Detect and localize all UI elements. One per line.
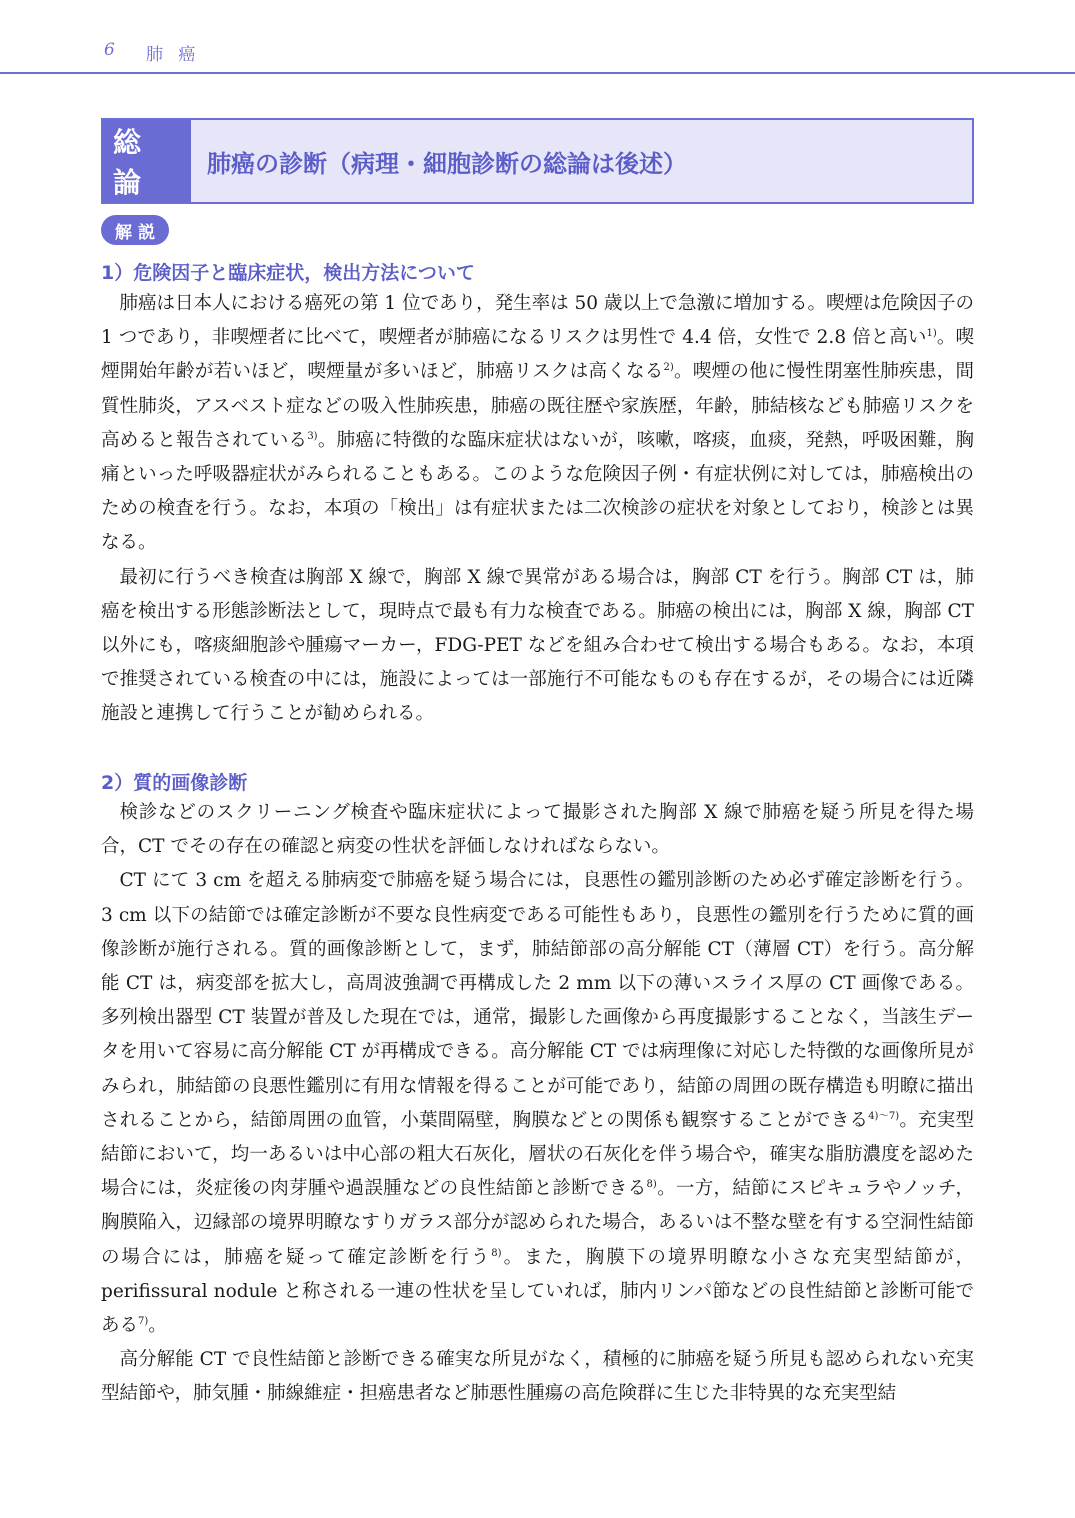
citation: 8)	[646, 1179, 657, 1191]
section-1-body	[101, 287, 974, 732]
citation: 3)	[307, 430, 318, 442]
section-1-heading: 1）危険因子と臨床症状，検出方法について	[101, 262, 475, 284]
citation: 1)	[926, 328, 937, 340]
citation: 7)	[138, 1316, 149, 1328]
running-title: 肺 癌	[146, 45, 201, 65]
chapter-title-box	[101, 118, 974, 204]
paragraph: 高分解能 CT で良性結節と診断できる確実な所見がなく，積極的に肺癌を疑う所見も認められない充実型結節や，肺気腫・肺線維症・担癌患者など肺悪性腫瘍の高危険群に生じた非特異的な充実型結	[101, 1349, 974, 1405]
paragraph: 検診などのスクリーニング検査や臨床症状によって撮影された胸部 X 線で肺癌を疑う所見を得た場合，CT でその存在の確認と病変の性状を評価しなければならない。	[101, 802, 974, 858]
citation: 2)	[663, 362, 674, 374]
section-2-heading: 2）質的画像診断	[101, 772, 248, 794]
citation: 8)	[491, 1247, 502, 1259]
citation: 4)～7)	[868, 1110, 900, 1122]
chapter-title: 肺癌の診断（病理・細胞診断の総論は後述）	[207, 149, 687, 178]
paragraph: 肺癌は日本人における癌死の第 1 位であり，発生率は 50 歳以上で急激に増加する。喫煙は危険因子の 1 つであり，非喫煙者に比べて，喫煙者が肺癌になるリスクは男性で 4.4 倍，女性で 2.8 倍と高い$^{1)}$。喫煙開始年齢が若いほど，喫煙量が多いほど，肺癌リスクは高くなる$^{2)}$。喫煙の他に慢性閉塞性肺疾患，間質性肺炎，アスベスト症などの吸入性肺疾患，肺癌の既往歴や家族歴，年齢，肺結核なども肺癌リスクを高めると報告されている$^{3)}$。肺癌に特徴的な臨床症状はないが，咳嗽，喀痰，血痰，発熱，呼吸困難，胸痛といった呼吸器症状がみられることもある。このような危険因子例・有症状例に対しては，肺癌検出のための検査を行う。なお，本項の「検出」は有症状または二次検診の症状を対象としており，検診とは異なる。	[101, 293, 974, 554]
section-2-body	[101, 796, 974, 1412]
commentary-badge: 解説	[101, 215, 169, 245]
page-number: 6	[104, 40, 115, 60]
title-tag: 総論	[103, 120, 191, 202]
running-head	[0, 0, 1075, 74]
paragraph: CT にて 3 cm を超える肺病変で肺癌を疑う場合には，良悪性の鑑別診断のため必ず確定診断を行う。3 cm 以下の結節では確定診断が不要な良性病変である可能性もあり，良悪性の鑑別を行うために質的画像診断が施行される。質的画像診断として，まず，肺結節部の高分解能 CT（薄層 CT）を行う。高分解能 CT は，病変部を拡大し，高周波強調で再構成した 2 mm 以下の薄いスライス厚の CT 画像である。多列検出器型 CT 装置が普及した現在では，通常，撮影した画像から再度撮影することなく，当該生データを用いて容易に高分解能 CT が再構成できる。高分解能 CT では病理像に対応した特徴的な画像所見がみられ，肺結節の良悪性鑑別に有用な情報を得ることが可能であり，結節の周囲の既存構造も明瞭に描出されることから，結節周囲の血管，小葉間隔壁，胸膜などとの関係も観察することができる$^{4)\sim 7)}$。充実型結節において，均一あるいは中心部の粗大石灰化，層状の石灰化を伴う場合や，確実な脂肪濃度を認めた場合には，炎症後の肉芽腫や過誤腫などの良性結節と診断できる$^{8)}$。一方，結節にスピキュラやノッチ，胸膜陥入，辺縁部の境界明瞭なすりガラス部分が認められた場合，あるいは不整な壁を有する空洞性結節の場合には，肺癌を疑って確定診断を行う$^{8)}$。また，胸膜下の境界明瞭な小さな充実型結節が，perifissural nodule と称される一連の性状を呈していれば，肺内リンパ節などの良性結節と診断可能である$^{7)}$。	[101, 870, 974, 1337]
paragraph: 最初に行うべき検査は胸部 X 線で，胸部 X 線で異常がある場合は，胸部 CT を行う。胸部 CT は，肺癌を検出する形態診断法として，現時点で最も有力な検査である。肺癌の検出には，胸部 X 線，胸部 CT 以外にも，喀痰細胞診や腫瘍マーカー，FDG-PET などを組み合わせて検出する場合もある。なお，本項で推奨されている検査の中には，施設によっては一部施行不可能なものも存在するが，その場合には近隣施設と連携して行うことが勧められる。	[101, 566, 974, 725]
